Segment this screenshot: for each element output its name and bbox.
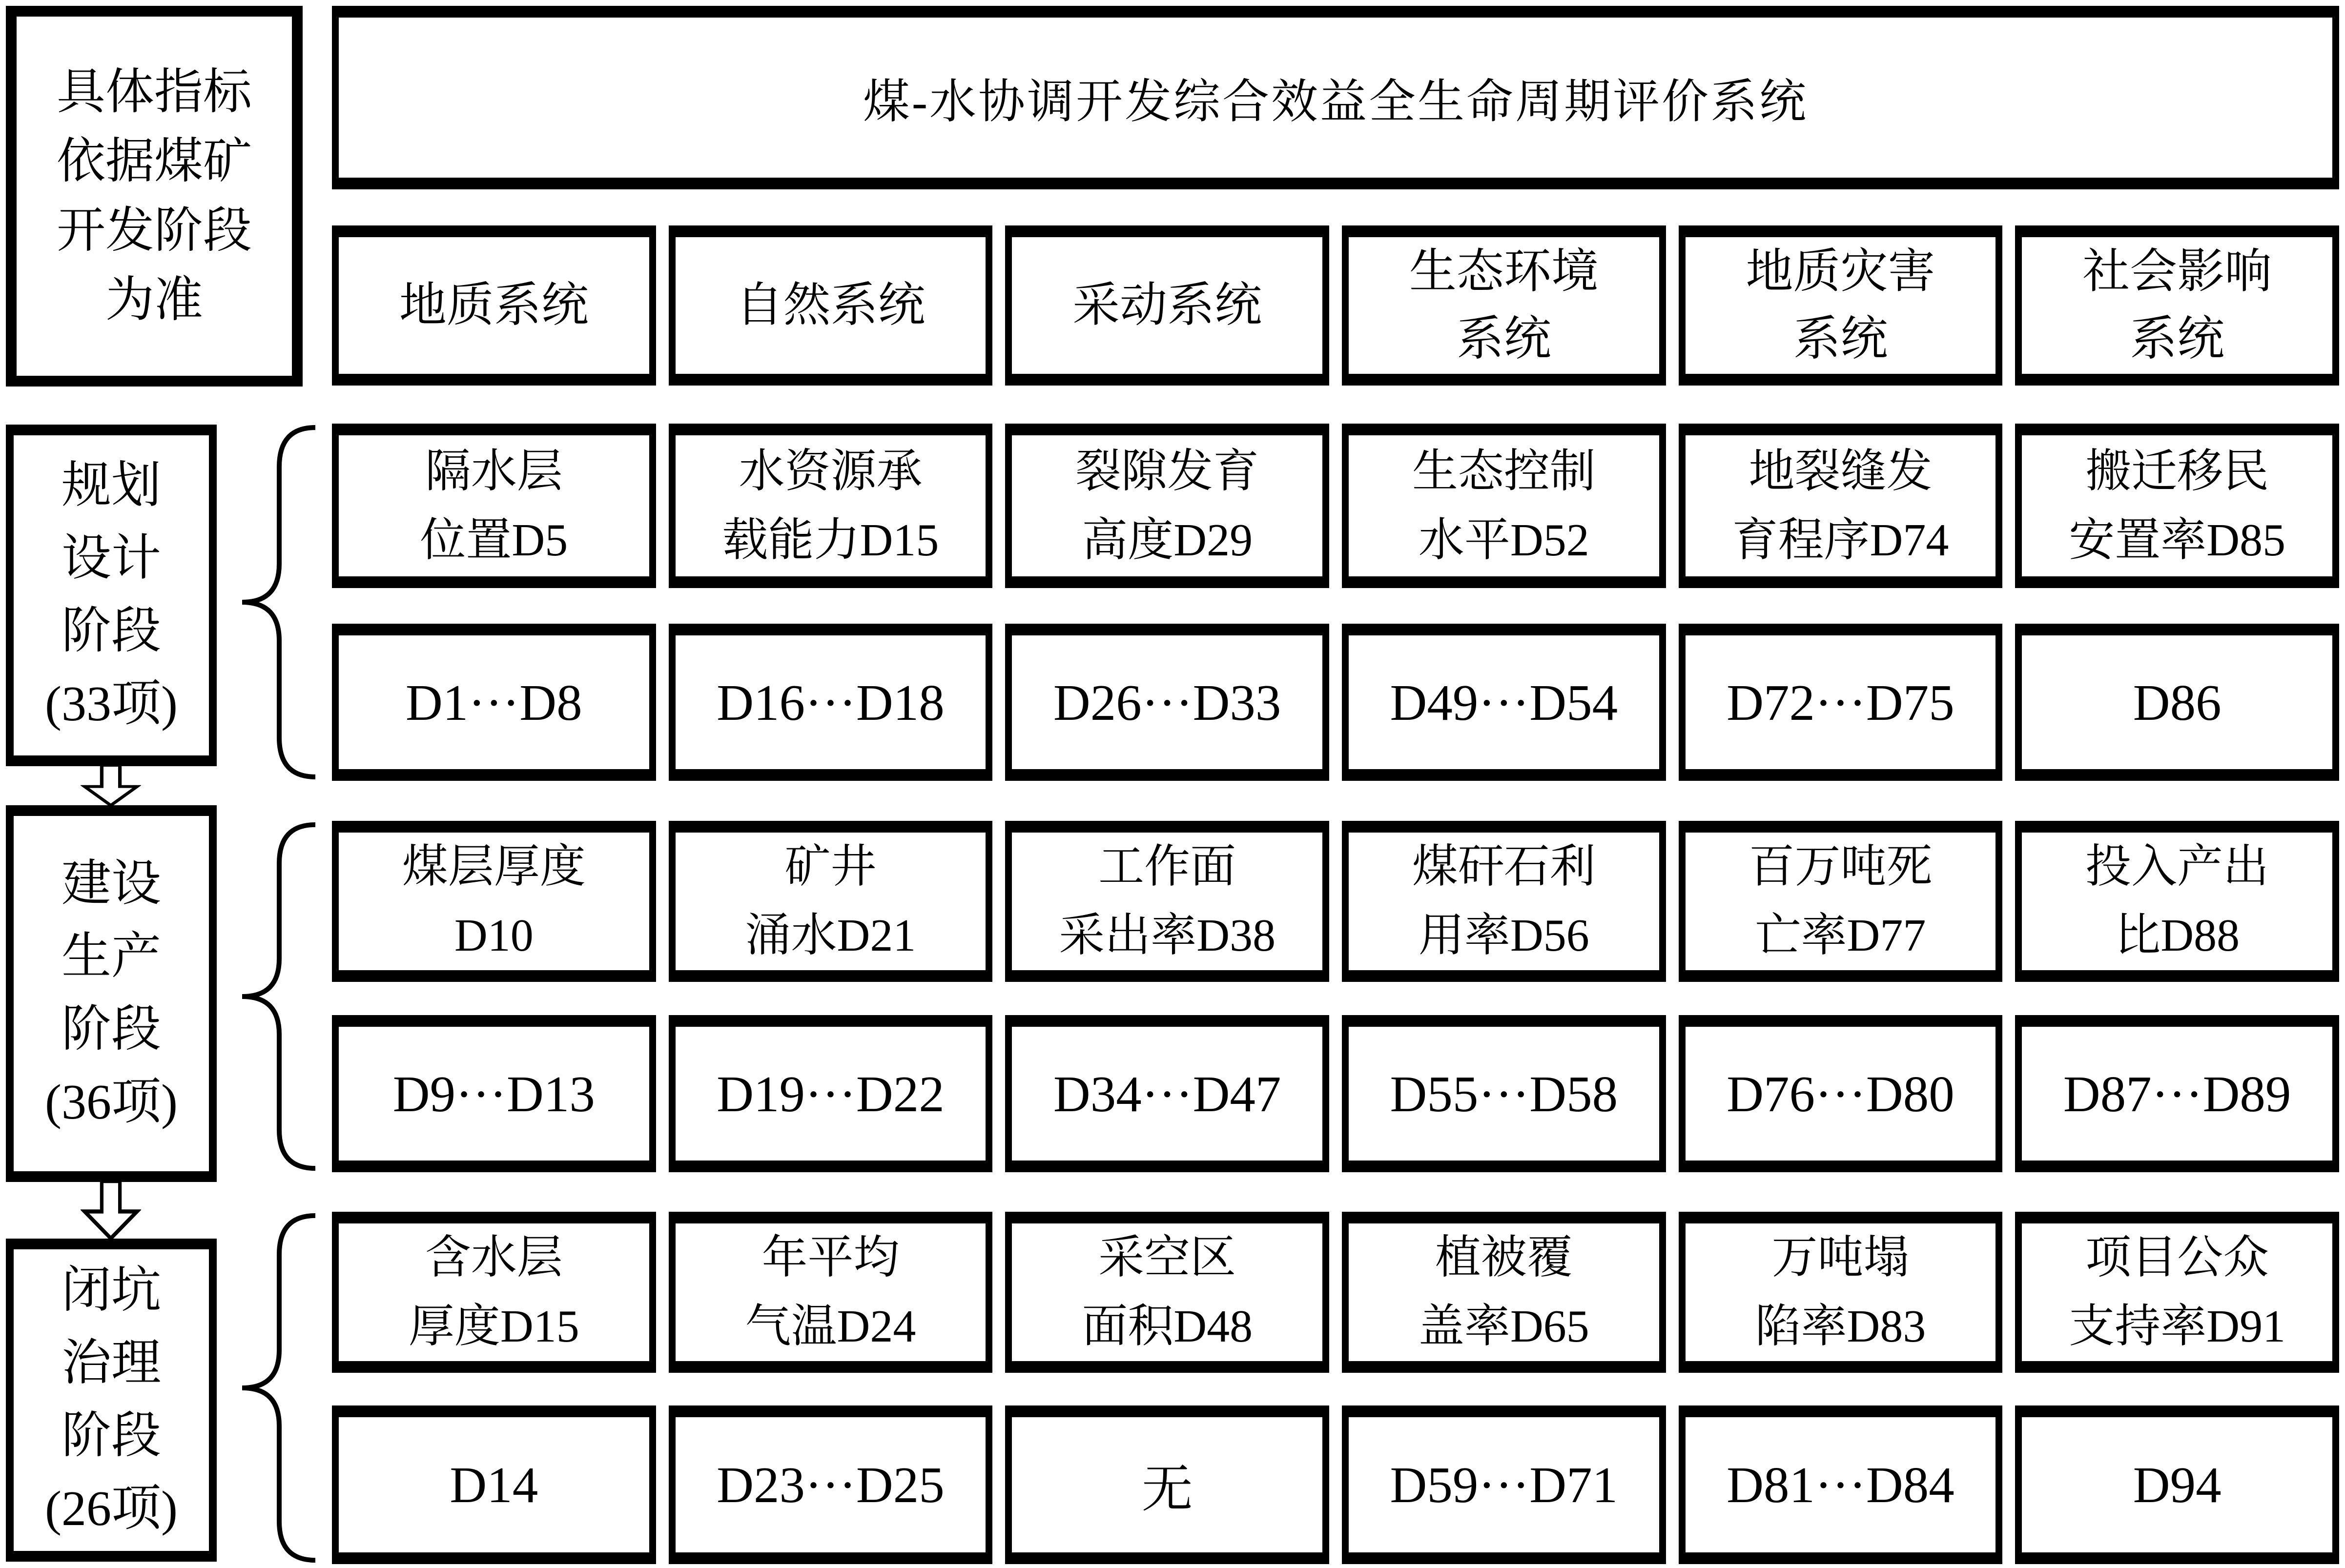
stage2-indicator-row [332,821,2339,981]
header-label: 自然系统 [736,279,926,332]
header-label: 采动系统 [1072,279,1262,332]
stage3-indicator-row [332,1212,2339,1371]
stage1-range-row [332,624,2339,781]
indicator-line: 面积D48 [1082,1301,1253,1352]
curly-brace-icon [221,423,323,782]
indicator-cell [1679,1212,2003,1373]
indicator-line: 盖率D65 [1418,1301,1589,1352]
range-label: D14 [450,1456,538,1513]
indicator-line: 生态控制 [1412,446,1596,497]
range-cell [2015,624,2339,781]
range-cell [1679,1015,2003,1172]
header-label: 系统 [1793,313,1888,365]
stage-label-line: 治理 [62,1336,161,1391]
indicator-line: 地裂缝发 [1748,446,1933,497]
indicator-line: 支持率D91 [2069,1301,2286,1352]
range-label: D34···D47 [1053,1065,1281,1122]
indicator-line: 气温D24 [745,1301,916,1352]
range-cell [1679,624,2003,781]
indicator-line: 含水层 [425,1232,563,1283]
note-line: 为准 [105,273,203,327]
system-header-geo-hazard [1679,225,2003,386]
indicator-line: 项目公众 [2085,1232,2269,1283]
indicator-line: 高度D29 [1082,514,1253,566]
stage2-range-row [332,1015,2339,1172]
range-cell [332,1405,656,1564]
indicator-cell [1342,821,1666,982]
indicator-cell [1679,424,2003,588]
system-header-social-impact [2015,225,2339,386]
indicator-cell [1005,821,1329,982]
range-cell [1679,1405,2003,1564]
range-cell [1342,1405,1666,1564]
stage-label-line: (36项) [45,1074,178,1130]
indicator-line: 位置D5 [420,514,568,566]
indicator-line: 工作面 [1098,841,1236,892]
indicator-cell [2015,1212,2339,1373]
range-cell [2015,1405,2339,1564]
indicator-cell [1342,1212,1666,1373]
range-label: D76···D80 [1727,1065,1954,1122]
range-cell [1342,1015,1666,1172]
range-label: D19···D22 [717,1065,945,1122]
stage-box-closure-treatment [6,1239,217,1562]
down-arrow-icon [81,1181,141,1240]
stage-box-construction-production [6,805,217,1182]
stage-box-planning-design [6,425,217,766]
indicator-line: 水资源承 [739,446,923,497]
indicator-line: 隔水层 [425,446,563,497]
range-label: D59···D71 [1390,1456,1618,1513]
range-cell [1005,1405,1329,1564]
indicator-line: 厚度D15 [408,1301,579,1352]
range-label: D9···D13 [392,1065,595,1122]
range-label: D23···D25 [717,1456,945,1513]
curly-brace-icon [221,820,323,1173]
range-label: D94 [2133,1456,2222,1513]
title-box [332,6,2339,189]
indicator-line: 万吨塌 [1771,1232,1910,1283]
range-label: 无 [1141,1461,1193,1518]
indicator-line: 百万吨死 [1748,841,1933,892]
stage-label-line: (26项) [45,1481,178,1536]
indicator-line: 搬迁移民 [2085,446,2269,497]
range-cell [1005,1015,1329,1172]
range-cell [332,624,656,781]
indicator-cell [1342,424,1666,588]
indicator-line: 亡率D77 [1755,910,1926,961]
range-label: D1···D8 [406,673,582,731]
indicator-line: 年平均 [761,1232,900,1283]
down-arrow-icon [81,765,141,806]
indicator-line: 矿井 [784,841,877,892]
system-header-mining [1005,225,1329,386]
indicator-line: 陷率D83 [1755,1301,1926,1352]
stage-label-line: 规划 [62,458,161,514]
indicator-line: 煤层厚度 [402,841,586,892]
range-cell [669,1015,993,1172]
stage-label-line: 建设 [62,856,161,912]
system-header-nature [669,225,993,386]
indicator-line: 育程序D74 [1732,514,1949,566]
header-label: 系统 [1456,313,1551,365]
range-cell [2015,1015,2339,1172]
stage-label-line: 生产 [62,929,161,985]
indicator-cell [669,424,993,588]
header-label: 地质系统 [399,279,589,332]
range-cell [332,1015,656,1172]
range-label: D26···D33 [1053,673,1281,731]
note-line: 具体指标 [57,65,252,119]
range-label: D81···D84 [1727,1456,1954,1513]
indicator-line: 用率D56 [1418,910,1589,961]
range-label: D49···D54 [1390,673,1618,731]
indicator-line: 采出率D38 [1059,910,1276,961]
header-label: 系统 [2130,313,2225,365]
system-header-row [332,225,2339,386]
indicator-line: 水平D52 [1418,514,1589,566]
range-label: D86 [2133,673,2222,731]
note-line: 开发阶段 [57,204,252,258]
range-label: D72···D75 [1727,673,1954,731]
indicator-line: 涌水D21 [745,910,916,961]
indicator-line: 煤矸石利 [1412,841,1596,892]
indicator-line: 安置率D85 [2069,514,2286,566]
stage-label-line: 阶段 [62,1408,161,1464]
indicator-line: 采空区 [1098,1232,1236,1283]
indicator-cell [1679,821,2003,982]
indicator-line: D10 [454,910,534,961]
indicator-cell [1005,424,1329,588]
indicator-line: 裂隙发育 [1075,446,1259,497]
stage3-range-row [332,1405,2339,1564]
indicator-cell [1005,1212,1329,1373]
stage-label-line: 阶段 [62,604,161,659]
range-cell [669,624,993,781]
range-cell [669,1405,993,1564]
indicator-line: 载能力D15 [722,514,939,566]
stage1-indicator-row [332,424,2339,588]
stage-label-line: 阶段 [62,1002,161,1057]
header-label: 生态环境 [1409,245,1599,298]
stage-label-line: 闭坑 [62,1263,161,1319]
indicator-cell [2015,424,2339,588]
range-label: D16···D18 [717,673,945,731]
curly-brace-icon [221,1211,323,1565]
range-label: D87···D89 [2063,1065,2291,1122]
indicator-line: 投入产出 [2085,841,2269,892]
stage-label-line: (33项) [45,676,178,732]
indicator-cell [332,1212,656,1373]
system-header-eco-environment [1342,225,1666,386]
range-label: D55···D58 [1390,1065,1618,1122]
note-line: 依据煤矿 [57,134,252,188]
diagram-title: 煤-水协调开发综合效益全生命周期评价系统 [863,75,1808,128]
indicator-cell [332,821,656,982]
indicator-cell [669,821,993,982]
indicator-line: 比D88 [2115,910,2240,961]
note-box [6,6,303,387]
header-label: 社会影响 [2082,245,2272,298]
indicator-line: 植被覆 [1435,1232,1573,1283]
range-cell [1342,624,1666,781]
header-label: 地质灾害 [1746,245,1935,298]
stage-label-line: 设计 [62,531,161,587]
indicator-cell [332,424,656,588]
indicator-cell [2015,821,2339,982]
system-header-geology [332,225,656,386]
range-cell [1005,624,1329,781]
indicator-cell [669,1212,993,1373]
